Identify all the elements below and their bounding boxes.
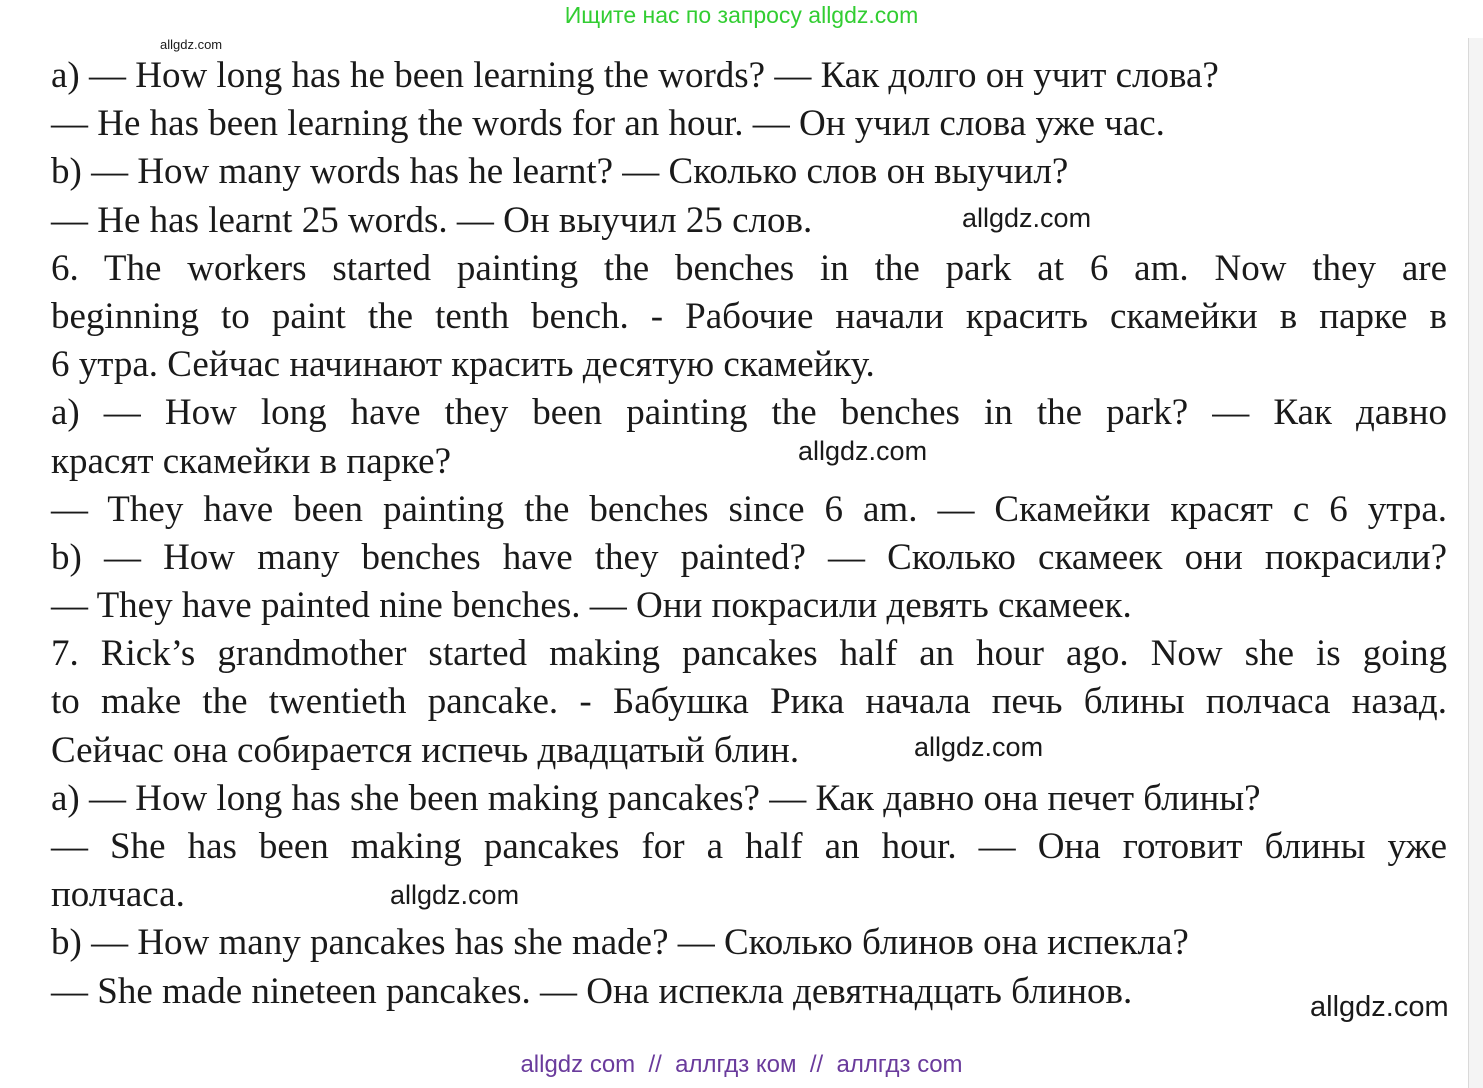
text-line: 6 утра. Сейчас начинают красить десятую скамейку. <box>51 344 875 386</box>
watermark: allgdz.com <box>962 203 1092 233</box>
text-line: Сейчас она собирается испечь двадцатый блин. <box>51 729 800 771</box>
text-line: 6. The workers started painting the benches in the park at 6 am. Now they are <box>51 247 1447 289</box>
text-line: a) — How long have they been painting the benches in the park? — Как давно <box>51 392 1447 434</box>
text-line: a) — How long has he been learning the words? — Как долго он учит слова? <box>51 55 1219 96</box>
search-banner: Ищите нас по запросу allgdz.com <box>564 2 919 28</box>
text-line: b) — How many words has he learnt? — Сколько слов он выучил? <box>51 151 1069 193</box>
document-body <box>51 52 1447 1016</box>
text-line: — They have painted nine benches. — Они покрасили девять скамеек. <box>51 585 1132 627</box>
watermark: allgdz.com <box>914 732 1044 762</box>
text-line: 7. Rick’s grandmother started making pancakes half an hour ago. Now she is going <box>51 633 1447 675</box>
footer-watermark: allgdz com // аллгдз ком // аллгдз com <box>520 1051 963 1078</box>
text-line: — She made nineteen pancakes. — Она испекла девятнадцать блинов. <box>51 970 1133 1012</box>
text-line: — He has learnt 25 words. — Он выучил 25 слов. <box>51 199 813 241</box>
text-line: b) — How many pancakes has she made? — Сколько блинов она испекла? <box>51 922 1189 964</box>
watermark: allgdz.com <box>160 37 223 52</box>
text-line: красят скамейки в парке? <box>51 440 452 482</box>
text-line: — He has been learning the words for an hour. — Он учил слова уже час. <box>51 103 1165 145</box>
watermark: allgdz.com <box>390 880 520 910</box>
text-line: b) — How many benches have they painted? — Сколько скамеек они покрасили? <box>51 536 1447 578</box>
scrollbar-track[interactable] <box>1468 38 1483 1088</box>
text-line: — She has been making pancakes for a half an hour. — Она готовит блины уже <box>51 826 1447 867</box>
watermark: allgdz.com <box>1310 991 1449 1023</box>
text-line: to make the twentieth pancake. - Бабушка Рика начала печь блины полчаса назад. <box>51 681 1447 723</box>
watermark: allgdz.com <box>798 436 928 466</box>
text-line: — They have been painting the benches since 6 am. — Скамейки красят с 6 утра. <box>51 488 1447 530</box>
text-line: a) — How long has she been making pancakes? — Как давно она печет блины? <box>51 777 1261 819</box>
text-line: beginning to paint the tenth bench. - Рабочие начали красить скамейки в парке в <box>51 295 1447 337</box>
text-line: полчаса. <box>51 874 185 916</box>
